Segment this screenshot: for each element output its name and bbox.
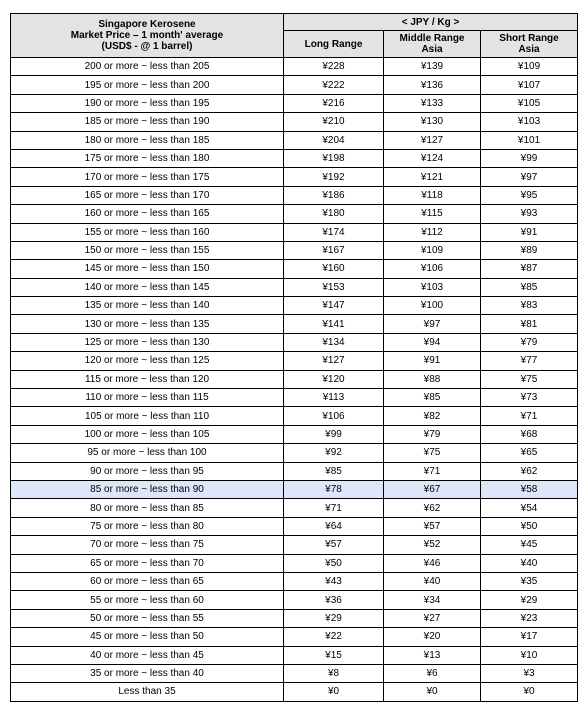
long-range-cell: ¥186 [284,186,384,204]
middle-range-cell: ¥106 [384,260,481,278]
middle-range-cell: ¥20 [384,628,481,646]
price-range-cell: 180 or more ~ less than 185 [11,131,284,149]
short-range-cell: ¥103 [481,113,578,131]
short-range-cell: ¥97 [481,168,578,186]
price-range-cell: 170 or more ~ less than 175 [11,168,284,186]
unit-group-header: < JPY / Kg > [284,14,578,31]
price-range-cell: 200 or more ~ less than 205 [11,58,284,76]
short-range-cell: ¥105 [481,94,578,112]
table-row [11,536,578,554]
price-range-cell: 150 or more ~ less than 155 [11,241,284,259]
table-row [11,499,578,517]
price-range-cell: 135 or more ~ less than 140 [11,297,284,315]
middle-range-cell: ¥103 [384,278,481,296]
middle-range-header-line1: Middle Range [399,33,465,44]
price-range-cell: 45 or more ~ less than 50 [11,628,284,646]
table-row [11,628,578,646]
price-range-cell: 190 or more ~ less than 195 [11,94,284,112]
price-range-cell: 80 or more ~ less than 85 [11,499,284,517]
short-range-cell: ¥79 [481,333,578,351]
middle-range-cell: ¥100 [384,297,481,315]
middle-range-cell: ¥115 [384,205,481,223]
long-range-cell: ¥216 [284,94,384,112]
short-range-cell: ¥81 [481,315,578,333]
table-header [11,14,578,58]
price-range-cell: 95 or more ~ less than 100 [11,444,284,462]
table-row [11,76,578,94]
price-range-cell: 120 or more ~ less than 125 [11,352,284,370]
price-range-cell: 175 or more ~ less than 180 [11,149,284,167]
table-row [11,333,578,351]
table-row [11,278,578,296]
short-range-cell: ¥65 [481,444,578,462]
price-range-cell: 60 or more ~ less than 65 [11,572,284,590]
price-range-cell: 105 or more ~ less than 110 [11,407,284,425]
short-range-cell: ¥83 [481,297,578,315]
price-range-header-line3: (USD$ - @ 1 barrel) [101,41,193,52]
table-row [11,572,578,590]
table-row [11,425,578,443]
price-range-cell: 185 or more ~ less than 190 [11,113,284,131]
middle-range-cell: ¥46 [384,554,481,572]
middle-range-cell: ¥112 [384,223,481,241]
middle-range-cell: ¥75 [384,444,481,462]
table-row [11,646,578,664]
long-range-cell: ¥85 [284,462,384,480]
table-row [11,186,578,204]
middle-range-cell: ¥97 [384,315,481,333]
price-range-cell: Less than 35 [11,683,284,701]
middle-range-cell: ¥62 [384,499,481,517]
middle-range-header-line2: Asia [421,44,443,55]
short-range-cell: ¥62 [481,462,578,480]
middle-range-cell: ¥127 [384,131,481,149]
middle-range-cell: ¥6 [384,664,481,682]
middle-range-cell: ¥13 [384,646,481,664]
middle-range-cell: ¥27 [384,609,481,627]
table-row [11,58,578,76]
middle-range-cell: ¥139 [384,58,481,76]
short-range-cell: ¥45 [481,536,578,554]
long-range-cell: ¥204 [284,131,384,149]
short-range-header-line2: Asia [518,44,540,55]
middle-range-cell: ¥121 [384,168,481,186]
long-range-cell: ¥222 [284,76,384,94]
table-row [11,407,578,425]
table-row [11,591,578,609]
table-row [11,149,578,167]
short-range-cell: ¥107 [481,76,578,94]
middle-range-cell: ¥52 [384,536,481,554]
price-range-cell: 35 or more ~ less than 40 [11,664,284,682]
price-range-cell: 165 or more ~ less than 170 [11,186,284,204]
table-row [11,94,578,112]
long-range-cell: ¥113 [284,389,384,407]
long-range-cell: ¥160 [284,260,384,278]
long-range-cell: ¥127 [284,352,384,370]
middle-range-cell: ¥136 [384,76,481,94]
long-range-cell: ¥134 [284,333,384,351]
short-range-cell: ¥50 [481,517,578,535]
price-range-cell: 195 or more ~ less than 200 [11,76,284,94]
price-range-cell: 100 or more ~ less than 105 [11,425,284,443]
long-range-cell: ¥36 [284,591,384,609]
short-range-cell: ¥68 [481,425,578,443]
table-row [11,168,578,186]
middle-range-cell: ¥67 [384,480,481,498]
short-range-cell: ¥10 [481,646,578,664]
table-row [11,131,578,149]
long-range-header: Long Range [284,31,384,58]
long-range-cell: ¥198 [284,149,384,167]
price-range-cell: 65 or more ~ less than 70 [11,554,284,572]
middle-range-cell: ¥94 [384,333,481,351]
long-range-cell: ¥180 [284,205,384,223]
long-range-cell: ¥99 [284,425,384,443]
fuel-surcharge-table [10,13,578,702]
short-range-cell: ¥23 [481,609,578,627]
short-range-cell: ¥95 [481,186,578,204]
long-range-cell: ¥64 [284,517,384,535]
middle-range-cell: ¥0 [384,683,481,701]
short-range-header-line1: Short Range [499,33,559,44]
middle-range-header [384,31,481,58]
long-range-cell: ¥43 [284,572,384,590]
short-range-cell: ¥0 [481,683,578,701]
short-range-cell: ¥101 [481,131,578,149]
long-range-cell: ¥29 [284,609,384,627]
table-row [11,462,578,480]
table-row [11,444,578,462]
price-range-cell: 130 or more ~ less than 135 [11,315,284,333]
middle-range-cell: ¥118 [384,186,481,204]
long-range-cell: ¥106 [284,407,384,425]
surcharge-table-container [10,13,578,702]
short-range-cell: ¥109 [481,58,578,76]
short-range-cell: ¥40 [481,554,578,572]
price-range-cell: 160 or more ~ less than 165 [11,205,284,223]
price-range-header-line2: Market Price – 1 month' average [70,30,224,41]
middle-range-cell: ¥133 [384,94,481,112]
price-range-cell: 115 or more ~ less than 120 [11,370,284,388]
middle-range-cell: ¥130 [384,113,481,131]
short-range-cell: ¥89 [481,241,578,259]
table-row [11,315,578,333]
short-range-cell: ¥77 [481,352,578,370]
price-range-cell: 70 or more ~ less than 75 [11,536,284,554]
table-row [11,609,578,627]
long-range-cell: ¥167 [284,241,384,259]
price-range-cell: 90 or more ~ less than 95 [11,462,284,480]
table-row [11,370,578,388]
price-range-cell: 50 or more ~ less than 55 [11,609,284,627]
short-range-cell: ¥35 [481,572,578,590]
table-body [11,58,578,702]
long-range-cell: ¥153 [284,278,384,296]
table-row [11,297,578,315]
price-range-cell: 55 or more ~ less than 60 [11,591,284,609]
price-range-header [11,14,284,58]
long-range-cell: ¥15 [284,646,384,664]
table-row [11,352,578,370]
short-range-cell: ¥54 [481,499,578,517]
middle-range-cell: ¥57 [384,517,481,535]
long-range-cell: ¥141 [284,315,384,333]
price-range-cell: 40 or more ~ less than 45 [11,646,284,664]
middle-range-cell: ¥40 [384,572,481,590]
long-range-cell: ¥78 [284,480,384,498]
table-row [11,113,578,131]
short-range-cell: ¥17 [481,628,578,646]
short-range-cell: ¥87 [481,260,578,278]
price-range-cell: 85 or more ~ less than 90 [11,480,284,498]
table-row [11,554,578,572]
long-range-cell: ¥147 [284,297,384,315]
short-range-cell: ¥58 [481,480,578,498]
long-range-cell: ¥228 [284,58,384,76]
table-row [11,241,578,259]
long-range-cell: ¥210 [284,113,384,131]
table-row [11,480,578,498]
middle-range-cell: ¥91 [384,352,481,370]
middle-range-cell: ¥71 [384,462,481,480]
short-range-cell: ¥29 [481,591,578,609]
short-range-cell: ¥3 [481,664,578,682]
short-range-cell: ¥71 [481,407,578,425]
long-range-cell: ¥57 [284,536,384,554]
long-range-cell: ¥0 [284,683,384,701]
short-range-cell: ¥91 [481,223,578,241]
price-range-cell: 155 or more ~ less than 160 [11,223,284,241]
middle-range-cell: ¥88 [384,370,481,388]
price-range-cell: 110 or more ~ less than 115 [11,389,284,407]
long-range-cell: ¥8 [284,664,384,682]
long-range-cell: ¥120 [284,370,384,388]
short-range-cell: ¥85 [481,278,578,296]
table-row [11,517,578,535]
short-range-cell: ¥99 [481,149,578,167]
long-range-cell: ¥174 [284,223,384,241]
price-range-cell: 75 or more ~ less than 80 [11,517,284,535]
middle-range-cell: ¥82 [384,407,481,425]
table-row [11,664,578,682]
middle-range-cell: ¥85 [384,389,481,407]
table-row [11,260,578,278]
middle-range-cell: ¥79 [384,425,481,443]
price-range-cell: 145 or more ~ less than 150 [11,260,284,278]
long-range-cell: ¥50 [284,554,384,572]
short-range-cell: ¥73 [481,389,578,407]
short-range-header [481,31,578,58]
long-range-cell: ¥22 [284,628,384,646]
table-row [11,389,578,407]
middle-range-cell: ¥34 [384,591,481,609]
price-range-cell: 140 or more ~ less than 145 [11,278,284,296]
middle-range-cell: ¥124 [384,149,481,167]
short-range-cell: ¥75 [481,370,578,388]
long-range-cell: ¥71 [284,499,384,517]
middle-range-cell: ¥109 [384,241,481,259]
short-range-cell: ¥93 [481,205,578,223]
long-range-cell: ¥92 [284,444,384,462]
long-range-cell: ¥192 [284,168,384,186]
table-row [11,223,578,241]
price-range-cell: 125 or more ~ less than 130 [11,333,284,351]
table-row [11,683,578,701]
table-row [11,205,578,223]
price-range-header-line1: Singapore Kerosene [98,19,196,30]
